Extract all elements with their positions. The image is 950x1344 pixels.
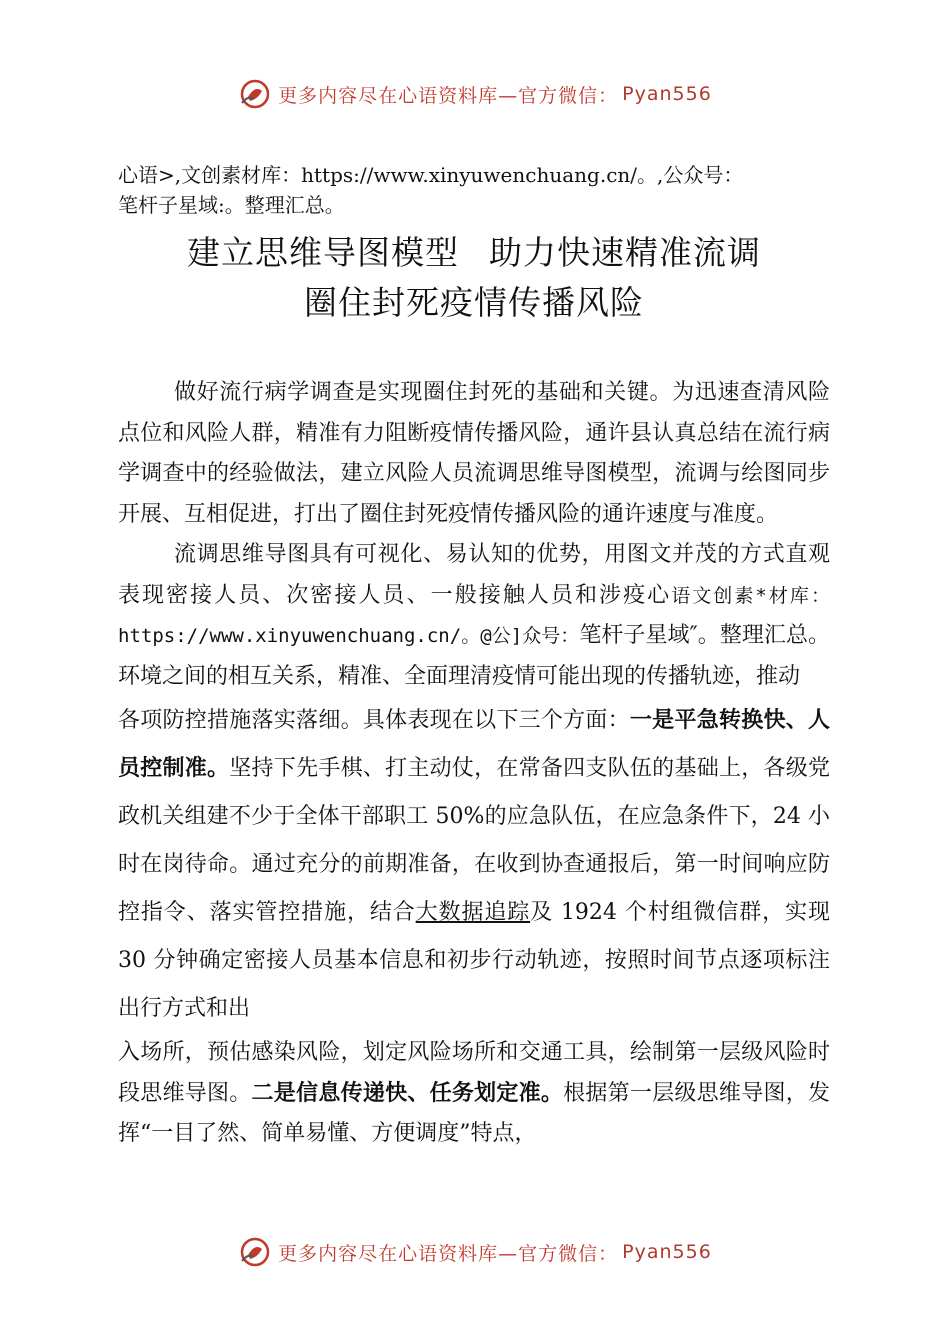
- paragraph-1: 做好流行病学调查是实现圈住封死的基础和关键。为迅速查清风险点位和风险人群，精准有力阻断疫情传播风险，通许县认真总结在流行病学调查中的经验做法，建立风险人员流调思维导图模型，流调与绘图同步开展、互相促进，打出了圈住封死疫情传播风险的通许速度与准度。: [118, 380, 830, 527]
- document-title: [118, 228, 830, 328]
- paragraph-2-text-c: 笔杆子星域″。整理汇总。环境之间的相互关系，精准、全面理清疫情可能出现的传播轨迹，推动: [118, 623, 830, 689]
- paragraph-3-text-c: 及 1924 个村组微信群，实现 30 分钟确定密接人员基本信息和初步行动轨迹，按照时间节点逐项标注出行方式和出: [118, 900, 830, 1021]
- watermark-logo-icon: [238, 77, 272, 111]
- watermark-text: 更多内容尽在心语资料库—官方微信：: [278, 84, 619, 107]
- paragraph-3-text-a: 各项防控措施落实落细。具体表现在以下三个方面：: [118, 708, 630, 733]
- paragraph-4-text-a: 入场所，预估感染风险，划定风险场所和交通工具，绘制第一层级风险时段思维导图。: [118, 1040, 830, 1106]
- header-watermark-banner: [0, 76, 950, 112]
- watermark-text: 更多内容尽在心语资料库—官方微信：: [278, 1242, 619, 1265]
- footer-watermark-banner: [0, 1234, 950, 1270]
- preface-line-1: 心语>,文创素材库：https://www.xinyuwenchuang.cn/。,公众号：: [118, 163, 744, 187]
- paragraph-3: [118, 697, 830, 1033]
- paragraph-2: [118, 535, 830, 697]
- title-line-1a: 建立思维导图模型: [187, 233, 459, 272]
- title-line-2: 圈住封死疫情传播风险: [304, 283, 644, 322]
- paragraph-2-text-b: 语文创素*材库：https://www.xinyuwenchuang.cn/。@公]众号：: [118, 584, 830, 647]
- preface-line-2: 笔杆子星域:。整理汇总。: [118, 193, 345, 217]
- watermark-wechat-id: Pyan556: [622, 1241, 712, 1263]
- watermark-logo-icon: [238, 1235, 272, 1269]
- paragraph-2-text-a: 流调思维导图具有可视化、易认知的优势，用图文并茂的方式直观表现密接人员、次密接人员、一般接触人员和涉疫心: [118, 542, 830, 608]
- paragraph-4-text-b: 根据第一层级思维导图，发挥“一目了然、简单易懂、方便调度”特点，: [118, 1080, 830, 1146]
- paragraph-4: [118, 1033, 830, 1155]
- watermark-wechat-id: Pyan556: [622, 83, 712, 105]
- paragraph-4-bold-heading: 二是信息传递快、任务划定准。: [251, 1080, 564, 1106]
- paragraph-3-bold-heading: 一是平急转换快、人员控制准。: [118, 708, 830, 781]
- document-body: [118, 160, 830, 1155]
- paragraph-3-text-b: 坚持下先手棋、打主动仗，在常备四支队伍的基础上，各级党政机关组建不少于全体干部职工 50%的应急队伍，在应急条件下，24 小时在岗待命。通过充分的前期准备，在收到协查通报后，第一时间响应防控指令、落实管控措施，结合: [118, 756, 830, 925]
- big-data-tracking-link[interactable]: 大数据追踪: [415, 900, 531, 925]
- title-line-1b: 助力快速精准流调: [489, 233, 761, 272]
